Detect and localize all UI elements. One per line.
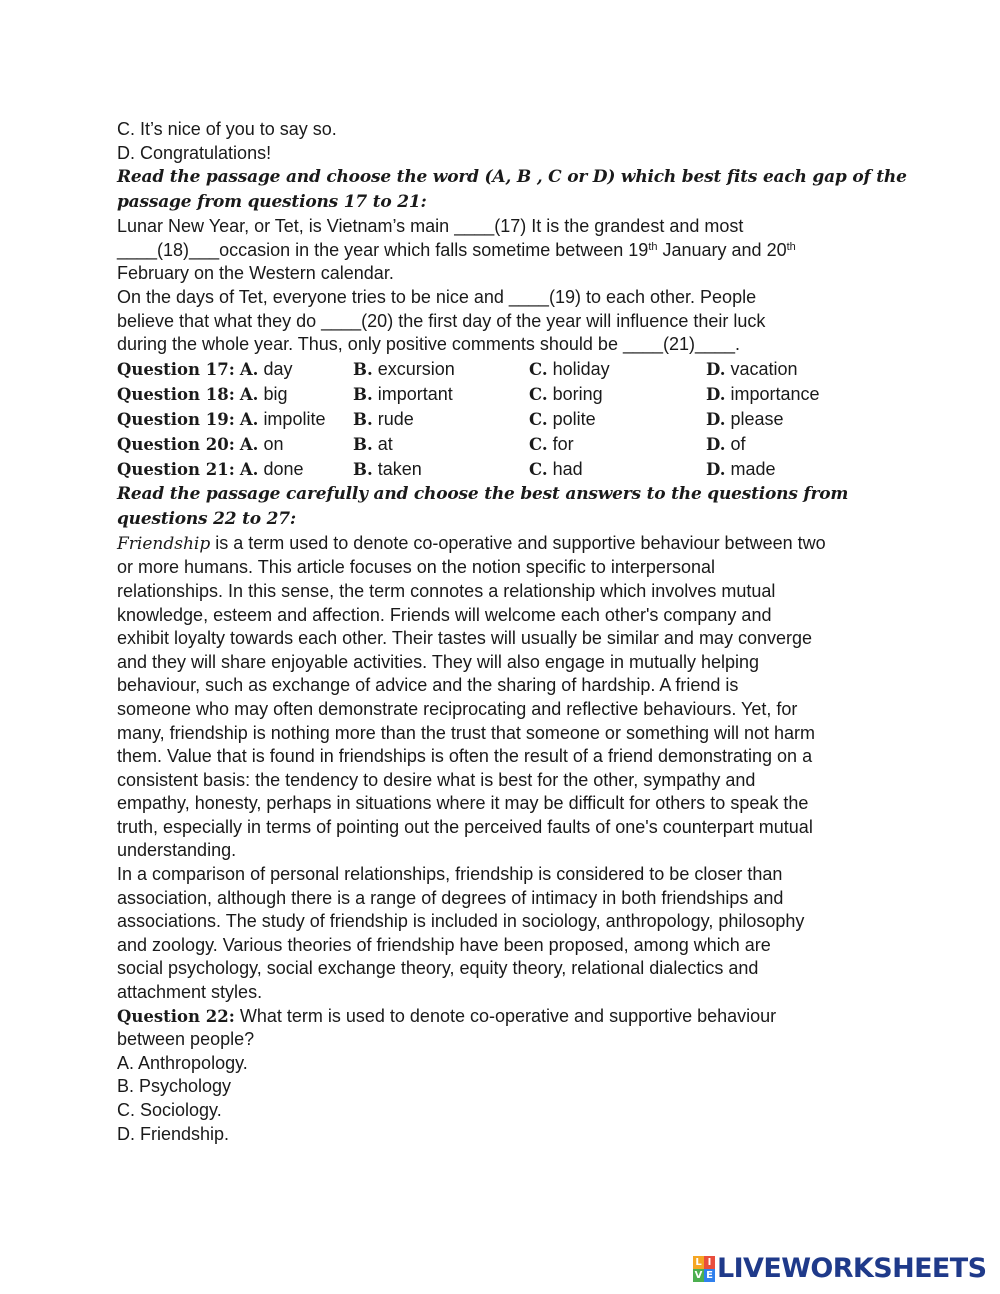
passage-line: February on the Western calendar.	[117, 263, 394, 284]
passage-line: exhibit loyalty towards each other. Their tastes will usually be similar and may converge	[117, 628, 812, 649]
passage-line: believe that what they do ____(20) the first day of the year will influence their luck	[117, 310, 766, 331]
passage-line: Lunar New Year, or Tet, is Vietnam’s main ____(17) It is the grandest and most	[117, 216, 744, 237]
option-a[interactable]: day	[263, 358, 293, 379]
option-d[interactable]: please	[730, 408, 784, 429]
instruction-heading-cont: passage from questions 17 to 21:	[117, 192, 427, 213]
passage-line: relationships. In this sense, the term connotes a relationship which involves mutual	[117, 580, 776, 601]
passage-line: truth, especially in terms of pointing out the perceived faults of one's counterpart mutual	[117, 816, 813, 837]
passage-line: ____(18)___occasion in the year which falls sometime between 19th January and 20th	[117, 239, 796, 260]
option-a[interactable]: A. Anthropology.	[117, 1052, 248, 1073]
option-a[interactable]: big	[263, 383, 288, 404]
answer-option-c: C. It’s nice of you to say so.	[117, 119, 337, 139]
option-d[interactable]: D. Friendship.	[117, 1123, 230, 1144]
option-b[interactable]: taken	[377, 458, 422, 479]
question-20-row: Question 20: A. on B. at C. for D. of	[117, 433, 746, 454]
option-b[interactable]: B. Psychology	[117, 1076, 232, 1097]
question-19-row: Question 19: A. impolite B. rude C. polite D. please	[117, 408, 784, 429]
passage-line: empathy, honesty, perhaps in situations where it may be difficult for others to speak the	[117, 793, 809, 814]
answer-option-d: D. Congratulations!	[117, 142, 272, 163]
passage-line: someone who may often demonstrate reciprocating and reflective behaviours. Yet, for	[117, 698, 798, 719]
option-c[interactable]: holiday	[552, 358, 610, 379]
option-c[interactable]: boring	[552, 383, 603, 404]
passage-line: In a comparison of personal relationships, friendship is considered to be closer than	[117, 864, 783, 885]
passage-line: associations. The study of friendship is included in sociology, anthropology, philosophy	[117, 911, 805, 932]
passage-line: them. Value that is found in friendships is often the result of a friend demonstrating on a	[117, 746, 813, 767]
instruction-heading-cont: questions 22 to 27:	[117, 508, 296, 529]
liveworksheets-logo[interactable]	[693, 1252, 986, 1286]
option-c[interactable]: C. Sociology.	[117, 1100, 222, 1120]
question-18-row: Question 18: A. big B. important C. boring D. importance	[117, 383, 820, 404]
instruction-heading: Read the passage carefully and choose the best answers to the questions from	[117, 483, 849, 504]
option-a[interactable]: done	[263, 458, 304, 479]
passage-line: On the days of Tet, everyone tries to be nice and ____(19) to each other. People	[117, 286, 757, 307]
passage-line: many, friendship is nothing more than the trust that someone or something will not harm	[117, 722, 816, 743]
option-d[interactable]: of	[730, 433, 746, 454]
question-22-cont: between people?	[117, 1029, 255, 1050]
instruction-heading: Read the passage and choose the word (A, B , C or D) which best fits each gap of the	[117, 167, 907, 188]
passage-line: understanding.	[117, 840, 237, 861]
option-b[interactable]: at	[377, 433, 393, 454]
option-c[interactable]: had	[552, 458, 583, 479]
question-22: Question 22: What term is used to denote co-operative and supportive behaviour	[117, 1005, 777, 1026]
question-17-row: Question 17: A. day B. excursion C. holiday D. vacation	[117, 358, 798, 379]
option-a[interactable]: on	[263, 433, 284, 454]
passage-line: and they will share enjoyable activities. They will also engage in mutually helping	[117, 651, 760, 672]
passage-line: or more humans. This article focuses on the notion specific to interpersonal	[117, 557, 715, 578]
passage-line: Friendship is a term used to denote co-operative and supportive behaviour between two	[117, 532, 826, 554]
passage-line: attachment styles.	[117, 982, 263, 1003]
passage-line: association, although there is a range of degrees of intimacy in both friendships and	[117, 887, 784, 908]
worksheet-page	[117, 118, 907, 1146]
option-c[interactable]: for	[552, 433, 574, 454]
passage-line: consistent basis: the tendency to desire what is best for the other, sympathy and	[117, 769, 756, 790]
question-21-row: Question 21: A. done B. taken C. had D. made	[117, 458, 776, 479]
option-c[interactable]: polite	[552, 408, 596, 429]
term-friendship: Friendship	[117, 533, 211, 554]
option-a[interactable]: impolite	[263, 408, 326, 429]
option-d[interactable]: made	[730, 458, 776, 479]
option-d[interactable]: vacation	[730, 358, 798, 379]
liveworksheets-logo-icon: L I V E	[693, 1256, 715, 1282]
passage-line: and zoology. Various theories of friendship have been proposed, among which are	[117, 934, 771, 955]
option-b[interactable]: important	[377, 383, 453, 404]
liveworksheets-logo-text: LIVEWORKSHEETS	[717, 1253, 987, 1285]
passage-line: knowledge, esteem and affection. Friends will welcome each other's company and	[117, 604, 772, 625]
passage-line: during the whole year. Thus, only positive comments should be ____(21)____.	[117, 334, 741, 355]
option-b[interactable]: rude	[377, 408, 414, 429]
option-d[interactable]: importance	[730, 383, 820, 404]
passage-line: behaviour, such as exchange of advice and the sharing of hardship. A friend is	[117, 675, 739, 696]
option-b[interactable]: excursion	[377, 358, 455, 379]
passage-line: social psychology, social exchange theory, equity theory, relational dialectics and	[117, 958, 759, 979]
